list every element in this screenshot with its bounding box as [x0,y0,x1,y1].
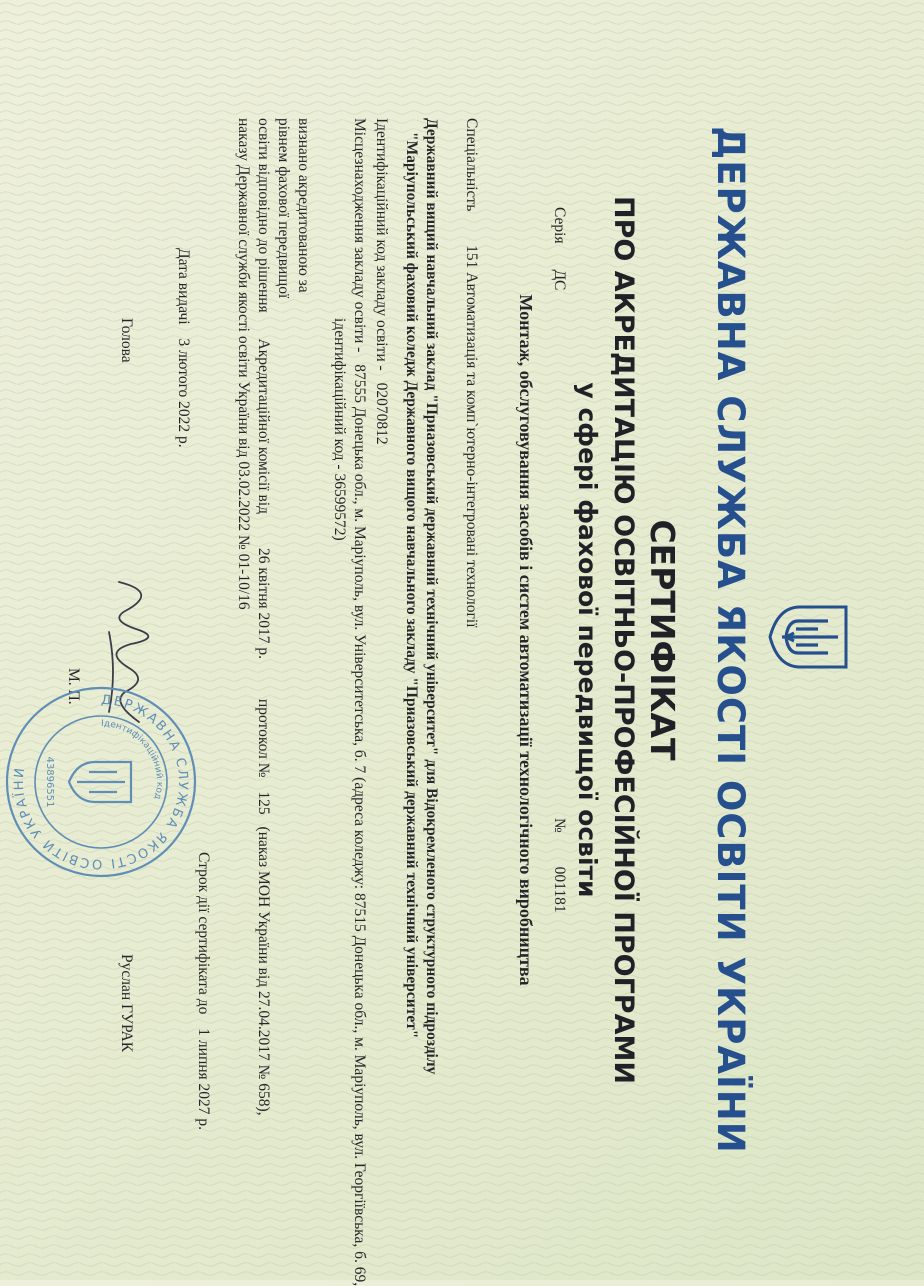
institution-unit: "Маріупольський фаховий коледж Державного вищого навчального закладу "Приазовський державний технічний університет" [403,132,420,1039]
location [350,118,368,1286]
number-label: № [551,818,568,833]
issue-date-value: 3 лютого 2022 р. [175,338,192,448]
certificate-number [550,818,568,913]
trident-emblem-icon [766,593,854,681]
specialty [462,118,480,628]
signatory-position: Голова [118,318,135,363]
series [550,207,568,290]
specialty-label: Спеціальність [463,118,480,212]
id-code-value: 02070812 [373,382,390,445]
issue-date [174,248,192,448]
accreditation-basis: освіти відповідно до рішення [255,118,272,313]
protocol-label: протокол № [255,698,272,778]
svg-text:Ідентифікаційний код [101,719,164,800]
certificate-scope: у сфері фахової передвищої освіти [573,382,602,898]
commission-label: Акредитаційної комісії від [255,338,272,515]
accreditation-line3 [254,118,272,1116]
number-value: 001181 [551,866,568,913]
location-line1: 87555 Донецька обл., м. Маріуполь, вул. Університетська, б. 7 (адреса коледжу: 87515 Донецька обл., м. Маріуполь, вул. Георгіївська, б. 69, [351,364,368,1286]
seal-inner-text: Ідентифікаційний код [100,718,165,801]
stamp-mark: М. П. [65,668,82,705]
validity [194,852,212,1130]
series-label: Серія [551,207,568,244]
mon-order: (наказ МОН України від 27.04.2017 № 658), [255,826,272,1116]
institution-line [422,118,440,1074]
seal-outer-text: ДЕРЖАВНА СЛУЖБА ЯКОСТІ ОСВІТИ УКРАЇНИ [11,692,191,872]
institution-name: "Приазовський державний технічний університет" [423,394,440,756]
institution-prefix: Державний вищий навчальний заклад [423,118,440,391]
seal-trident-icon [69,762,131,802]
accreditation-line1: визнано акредитованою за [295,118,312,293]
institution-suffix: для Відокремленого структурного підрозділу [423,759,440,1075]
official-seal [3,684,199,880]
commission-date: 26 квітня 2017 р. [255,547,272,660]
validity-value: 1 липня 2027 р. [195,1028,212,1131]
issue-date-label: Дата видачі [175,248,192,325]
location-label: Місцезнаходження закладу освіти - [351,118,368,353]
certificate-subtitle: ПРО АКРЕДИТАЦІЮ ОСВІТНЬО-ПРОФЕСІЙНОЇ ПРОГРАМИ [608,196,639,1084]
certificate-heading: СЕРТИФІКАТ [643,519,682,761]
program-name: Монтаж, обслуговування засобів і систем автоматизації технологічного виробництва [516,294,536,986]
location-line2: ідентифікаційний код - 36599572) [331,318,348,541]
specialty-value: 151 Автоматизація та комп`ютерно-інтегровані технології [463,245,480,628]
id-code-label: Ідентифікаційний код закладу освіти - [373,118,390,371]
series-value: ДС [551,269,568,291]
accreditation-line2: рівнем фахової передвищої [275,118,292,299]
validity-label: Строк дії сертифіката до [195,852,212,1015]
service-order: наказу Державної служби якості освіти України від 03.02.2022 № 01-10/16 [235,118,252,610]
agency-title: ДЕРЖАВНА СЛУЖБА ЯКОСТІ ОСВІТИ УКРАЇНИ [709,126,752,1154]
id-code [372,118,390,445]
signatory-name: Руслан ГУРАК [118,954,135,1053]
protocol-value: 125 [255,791,272,815]
seal-code: 43896551 [44,756,55,808]
